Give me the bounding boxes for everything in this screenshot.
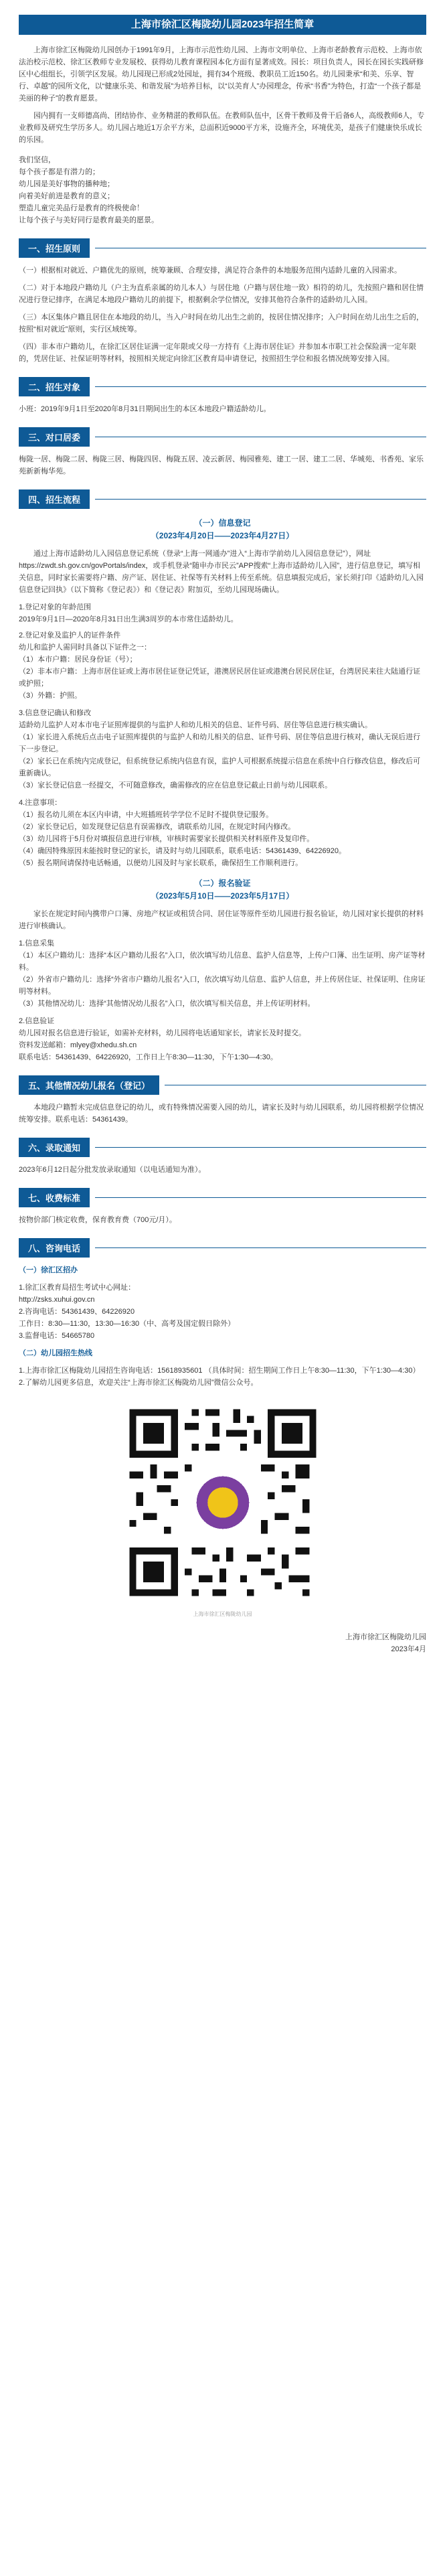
section-divider: [95, 1247, 426, 1248]
section-label: 三、对口居委: [19, 427, 90, 447]
section-header-fees: [19, 1188, 426, 1207]
note-line: （2）家长登记后，如发现登记信息有误需修改，请联系幼儿园，在规定时间内修改。: [19, 823, 296, 831]
qr-caption: 上海市徐汇区梅陇幼儿园: [193, 1611, 252, 1617]
section-header-contact: [19, 1238, 426, 1258]
wishes-block: [19, 154, 426, 226]
requirement-line: （2）非本市户籍：上海市居住证或上海市居住证登记凭证，港澳居民居住证或港澳台居民居住证，台湾居民来往大陆通行证或护照；: [19, 668, 421, 688]
confirmation-line: （1）家长进入系统后点击电子证照库提供的与监护人和幼儿相关的信息、证件号码、居住等信息进行核对，确认无误后进行下一步登记。: [19, 733, 421, 753]
principle-item-1: （一）根据相对就近、户籍优先的原则，统筹兼顾、合理安排，满足符合条件的本地服务范围内适龄儿童的入园需求。: [19, 267, 402, 275]
requirement-line: 1.登记对象的年龄范围: [19, 603, 92, 611]
section-header-committees: [19, 427, 426, 447]
contact-line: 工作日：8:30—11:30，13:30—16:30（中、高考及国定假日除外）: [19, 1320, 236, 1328]
principle-item-4: （四）非本市户籍幼儿，在徐汇区居住证满一定年限或父母一方持有《上海市居住证》并参加本市职工社会保险满一定年限的，凭居住证、社保证明等材料，按照相关规定向徐汇区教育局申请登记，按照招生学位和报名情况统筹安排入园。: [19, 343, 416, 363]
note-line: （5）报名期间请保持电话畅通，以便幼儿园及时与家长联系，确保招生工作顺利进行。: [19, 859, 303, 867]
confirmation-line: （2）家长已在系统内完成登记，但系统登记系统内信息有误，监护人可根据系统提示信息在系统中自行修改信息，修改后可重新确认。: [19, 757, 421, 777]
process-step-2-title: （二）报名验证: [194, 879, 251, 888]
wish-line: 幼儿园是美好事物的播种地；: [19, 180, 114, 188]
process-step-1-title: （一）信息登记: [194, 518, 251, 528]
contact-line: 1.上海市徐汇区梅陇幼儿园招生咨询电话：15618935601 （具体时间：招生期间工作日上午8:30—11:30，下午1:30—4:30）: [19, 1367, 420, 1375]
section-header-notice: [19, 1138, 426, 1157]
notice-text: 2023年6月12日起分批发放录取通知（以电话通知为准）。: [19, 1166, 206, 1174]
target-text: 小班：2019年9月1日至2020年8月31日期间出生的本区本地段户籍适龄幼儿。: [19, 405, 271, 413]
collection-line: （2）外省市户籍幼儿：选择“外省市户籍幼儿报名”入口，依次填写幼儿信息、监护人信息，并上传居住证、社保证明、住房证明等材料。: [19, 976, 426, 996]
process-step-1-intro: 通过上海市适龄幼儿入园信息登记系统（登录“上海一网通办”进入“上海市学前幼儿入园信息登记”），网址https://zwdt.sh.gov.cn/govPortals/index，或手机登录“随申办市民云”APP搜索“上海市适龄幼儿入园”，进行信息登记，填写相关信息，同时家长需要将户籍、房产证、居住证、社保等有关材料上传至系统。信息填报完成后，家长须打印《适龄幼儿入园信息登记回执》（以下简称《登记表》）和《登记表》附加页，至幼儿园现场确认。: [19, 550, 424, 594]
contact-line: 2.了解幼儿园更多信息，欢迎关注“上海市徐汇区梅陇幼儿园”微信公众号。: [19, 1379, 258, 1387]
contact-line: 3.监督电话：54665780: [19, 1332, 95, 1340]
contact-list-1: [19, 1282, 426, 1342]
contact-line: 2.咨询电话：54361439、64226920: [19, 1308, 135, 1316]
process-step-2-date: （2023年5月10日——2023年5月17日）: [151, 891, 294, 901]
requirement-line: 2.登记对象及监护人的证件条件: [19, 631, 121, 639]
contact-line: 1.徐汇区教育局招生考试中心网址：: [19, 1284, 136, 1292]
section-divider: [95, 1147, 426, 1148]
collection-line: （1）本区户籍幼儿：选择“本区户籍幼儿报名”入口，依次填写幼儿信息、监护人信息等，上传户口簿、出生证明、房产证等材料。: [19, 952, 426, 972]
committees-text: 梅陇一居、梅陇二居、梅陇三居、梅陇四居、梅陇五居、凌云新居、梅园雅苑、建工一居、建工二居、华城苑、书香苑、家乐苑新新梅华苑。: [19, 455, 424, 475]
section-header-other: [19, 1075, 426, 1095]
section-divider: [95, 386, 426, 387]
section-label: 一、招生原则: [19, 238, 90, 258]
info-verification: [19, 1015, 426, 1063]
verification-line: 联系电话：54361439、64226920，工作日上午8:30—11:30，下午1:30—4:30。: [19, 1053, 278, 1061]
wish-line: 我们坚信，: [19, 156, 56, 164]
wish-line: 塑造儿童完美品行是教育的终极使命！: [19, 204, 144, 212]
confirmation-line: （3）家长登记信息一经提交，不可随意修改，确需修改的应在信息登记截止日前与幼儿园联系。: [19, 781, 333, 789]
note-line: （1）报名幼儿须在本区内申请，中大班插班转学学位不足时不提供登记服务。: [19, 811, 274, 819]
principle-item-3: （三）本区集体户籍且居住在本地段的幼儿，当入户时间在幼儿出生之前的，按居住情况排序；入户时间在幼儿出生之后的，按照“相对就近”原则，实行区域统筹。: [19, 313, 424, 333]
contact-sub-2: （二）幼儿园招生热线: [19, 1349, 92, 1357]
verification-line: 幼儿园对报名信息进行验证，如需补充材料，幼儿园将电话通知家长，请家长及时提交。: [19, 1029, 306, 1037]
section-label: 二、招生对象: [19, 377, 90, 396]
wechat-qr-code[interactable]: [122, 1402, 323, 1603]
contact-link[interactable]: http://zsks.xuhui.gov.cn: [19, 1296, 95, 1304]
signature-org: 上海市徐汇区梅陇幼儿园: [345, 1633, 426, 1641]
registration-notes: [19, 797, 426, 869]
confirmation-line: 3.信息登记确认和修改: [19, 709, 92, 717]
section-divider: [95, 499, 426, 500]
note-line: （3）幼儿园将于5月份对填报信息进行审核，审核时需要家长提供相关材料原件及复印件。: [19, 835, 315, 843]
requirement-line: （1）本市户籍：居民身份证（号）；: [19, 656, 137, 664]
process-step-2-intro: 家长在规定时间内携带户口簿、房地产权证或租赁合同、居住证等原件至幼儿园进行报名验证，幼儿园对家长提供的材料进行审核确认。: [19, 910, 424, 930]
section-divider: [95, 1197, 426, 1198]
intro-paragraph-2: 园内拥有一支师德高尚、团结协作、业务精湛的教师队伍。在教师队伍中，区骨干教师及骨干后备6人，高级教师6人，专业教师及研究生学历多人。幼儿园占地近1万余平方米，总面积近9000平方米，设施齐全，环境优美，是孩子们健康快乐成长的乐园。: [19, 112, 425, 144]
collection-line: （3）其他情况幼儿：选择“其他情况幼儿报名”入口，依次填写相关信息，并上传证明材料。: [19, 1000, 315, 1008]
section-label: 五、其他情况幼儿报名（登记）: [19, 1075, 159, 1095]
requirement-line: 幼儿和监护人需同时具备以下证件之一：: [19, 643, 151, 652]
registration-requirements: [19, 601, 426, 702]
fees-text: 按物价部门核定收费，保育教育费（700元/月）。: [19, 1216, 177, 1224]
confirmation-line: 适龄幼儿监护人对本市电子证照库提供的与监护人和幼儿相关的信息、证件号码、居住等信息进行核实确认。: [19, 721, 372, 729]
verification-line: 资料发送邮箱：mlyey@xhedu.sh.cn: [19, 1041, 137, 1049]
principle-item-2: （二）对于本地段户籍幼儿（户主为直系亲属的幼儿本人）与居住地（户籍与居住地一致）相符的幼儿，先按照户籍和居住情况进行登记排序，在满足本地段户籍幼儿的前提下，根据剩余学位情况，安排其他符合条件的适龄幼儿入园。: [19, 284, 424, 304]
note-line: （4）确因特殊原因未能按时登记的家长，请及时与幼儿园联系，联系电话：54361439、64226920。: [19, 847, 346, 855]
verification-line: 2.信息验证: [19, 1017, 55, 1025]
other-text: 本地段户籍暂未完成信息登记的幼儿，或有特殊情况需要入园的幼儿，请家长及时与幼儿园联系，幼儿园将根据学位情况统筹安排。联系电话：54361439。: [19, 1104, 424, 1124]
contact-sub-1: （一）徐汇区招办: [19, 1266, 78, 1274]
section-header-principles: [19, 238, 426, 258]
process-step-1-date: （2023年4月20日——2023年4月27日）: [151, 531, 294, 540]
section-label: 七、收费标准: [19, 1188, 90, 1207]
section-label: 八、咨询电话: [19, 1238, 90, 1258]
wish-line: 向着美好前进是教育的意义；: [19, 192, 114, 200]
section-header-process: [19, 489, 426, 509]
section-header-target: [19, 377, 426, 396]
document-title: 上海市徐汇区梅陇幼儿园2023年招生简章: [19, 15, 426, 35]
section-label: 四、招生流程: [19, 489, 90, 509]
requirement-line: 2019年9月1日—2020年8月31日出生满3周岁的本市常住适龄幼儿。: [19, 615, 238, 623]
info-collection: [19, 937, 426, 1010]
note-line: 4.注意事项：: [19, 799, 62, 807]
intro-paragraph-1: 上海市徐汇区梅陇幼儿园创办于1991年9月，上海市示范性幼儿园、上海市文明单位、上海市老龄教育示范校、上海市依法治校示范校、徐汇区教师专业发展校、获得幼儿教育课程园本化方面有显著成效。园长：项目负责人，园长在园长实践研修区中心组组长，引领学区发展。幼儿园现已形成2处园址，拥有34个班级、教职员工近150名。幼儿园秉承“和美、乐享、智行、卓越”的园所文化，以“健康乐美、和谐发展”为培养目标，以“以美育人”办园理念，传承“书香”为特色，打造“一个孩子都是美丽的种子”的教育愿景。: [19, 46, 424, 102]
signature-date: 2023年4月: [391, 1645, 426, 1653]
contact-list-2: [19, 1365, 426, 1389]
section-label: 六、录取通知: [19, 1138, 90, 1157]
collection-line: 1.信息采集: [19, 939, 55, 948]
wish-line: 让每个孩子与美好同行是教育最美的愿景。: [19, 216, 159, 224]
wish-line: 每个孩子都是有潜力的；: [19, 168, 100, 176]
registration-confirmation: [19, 707, 426, 791]
requirement-line: （3）外籍：护照。: [19, 692, 82, 700]
qr-code-icon: [122, 1402, 323, 1603]
